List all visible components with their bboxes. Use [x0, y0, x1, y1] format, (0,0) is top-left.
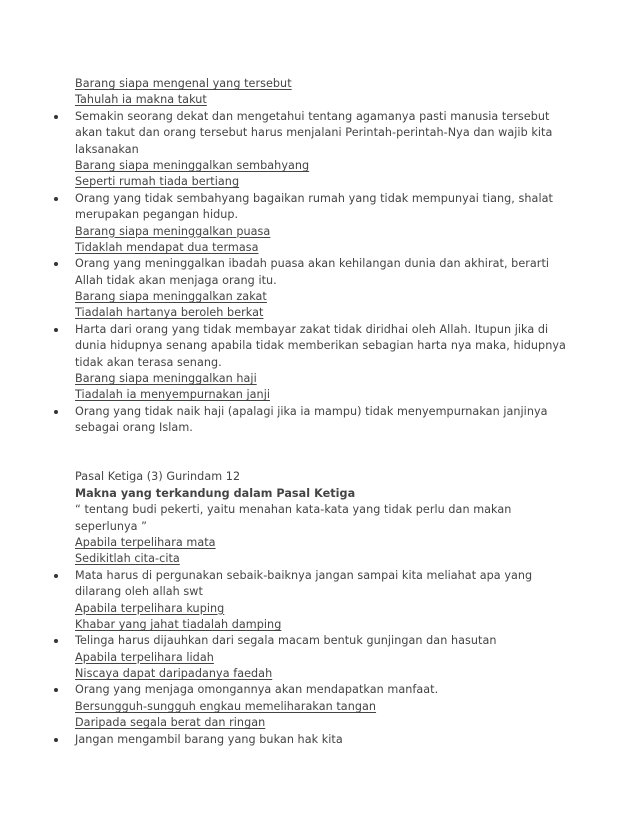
- bullet-item: [0, 682, 638, 698]
- text-line: [0, 355, 638, 371]
- bullet-icon: [54, 197, 58, 201]
- line-text: Seperti rumah tiada bertiang: [75, 175, 240, 189]
- bullet-item: [0, 404, 638, 420]
- bullet-item: [0, 732, 638, 748]
- bullet-icon: [54, 639, 58, 643]
- document-content: [0, 76, 638, 748]
- line-text: Tahulah ia makna takut: [75, 93, 207, 107]
- line-text: Tiadalah hartanya beroleh berkat: [75, 306, 264, 320]
- bullet-icon: [54, 574, 58, 578]
- line-text: Barang siapa meninggalkan sembahyang: [75, 158, 310, 172]
- bullet-icon: [54, 115, 58, 119]
- bullet-icon: [54, 738, 58, 742]
- bullet-item: [0, 256, 638, 272]
- underlined-verse-line: [0, 289, 638, 305]
- line-text: tidak akan terasa senang.: [75, 355, 222, 369]
- underlined-verse-line: [0, 666, 638, 682]
- text-line: [0, 142, 638, 158]
- underlined-verse-line: [0, 305, 638, 321]
- text-line: [0, 125, 638, 141]
- underlined-verse-line: [0, 601, 638, 617]
- line-text: Orang yang tidak naik haji (apalagi jika ia mampu) tidak menyempurnakan janjinya: [75, 404, 548, 418]
- line-text: Barang siapa mengenal yang tersebut: [75, 77, 292, 90]
- underlined-verse-line: [0, 387, 638, 403]
- line-text: Barang siapa meninggalkan haji: [75, 372, 257, 386]
- line-text: akan takut dan orang tersebut harus menjalani Perintah-perintah-Nya dan wajib kita: [75, 126, 553, 140]
- bullet-icon: [54, 688, 58, 692]
- line-text: Orang yang meninggalkan ibadah puasa akan kehilangan dunia dan akhirat, berarti: [75, 257, 550, 271]
- line-text: Makna yang terkandung dalam Pasal Ketiga: [75, 486, 356, 500]
- line-text: Allah tidak akan menjaga orang itu.: [75, 273, 277, 287]
- line-text: Pasal Ketiga (3) Gurindam 12: [75, 470, 241, 484]
- line-text: Apabila terpelihara lidah: [75, 650, 214, 664]
- line-text: Semakin seorang dekat dan mengetahui tentang agamanya pasti manusia tersebut: [75, 109, 550, 123]
- underlined-verse-line: [0, 650, 638, 666]
- underlined-verse-line: [0, 715, 638, 731]
- line-text: Barang siapa meninggalkan zakat: [75, 290, 267, 304]
- bullet-item: [0, 191, 638, 207]
- text-line: [0, 469, 638, 485]
- underlined-verse-line: [0, 551, 638, 567]
- line-text: sebagai orang Islam.: [75, 421, 193, 435]
- bullet-icon: [54, 328, 58, 332]
- underlined-verse-line: [0, 174, 638, 190]
- line-text: dilarang oleh allah swt: [75, 585, 203, 599]
- text-line: [0, 519, 638, 535]
- underlined-verse-line: [0, 158, 638, 174]
- bullet-icon: [54, 262, 58, 266]
- bullet-item: [0, 633, 638, 649]
- line-text: Mata harus di pergunakan sebaik-baiknya jangan sampai kita meliahat apa yang: [75, 568, 533, 582]
- bullet-item: [0, 568, 638, 584]
- text-line: [0, 584, 638, 600]
- bullet-item: [0, 322, 638, 338]
- line-text: Telinga harus dijauhkan dari segala macam bentuk gunjingan dan hasutan: [75, 634, 497, 648]
- line-text: Orang yang tidak sembahyang bagaikan rumah yang tidak mempunyai tiang, shalat: [75, 191, 553, 205]
- line-text: seperlunya ”: [75, 519, 148, 533]
- line-text: Tidaklah mendapat dua termasa: [75, 240, 259, 254]
- underlined-verse-line: [0, 92, 638, 108]
- underlined-verse-line: [0, 699, 638, 715]
- line-text: “ tentang budi pekerti, yaitu menahan kata-kata yang tidak perlu dan makan: [75, 503, 512, 517]
- underlined-verse-line: [0, 371, 638, 387]
- line-text: Sedikitlah cita-cita: [75, 552, 180, 566]
- line-text: laksanakan: [75, 142, 139, 156]
- line-text: Harta dari orang yang tidak membayar zakat tidak diridhai oleh Allah. Itupun jika di: [75, 322, 549, 336]
- line-text: Barang siapa meninggalkan puasa: [75, 224, 271, 238]
- text-line: [0, 502, 638, 518]
- line-text: dunia hidupnya senang apabila tidak memberikan sebagian harta nya maka, hidupnya: [75, 339, 566, 353]
- line-text: Niscaya dapat daripadanya faedah: [75, 667, 273, 681]
- section-gap: [0, 437, 638, 470]
- line-text: Daripada segala berat dan ringan: [75, 716, 266, 730]
- line-text: Tiadalah ia menyempurnakan janji: [75, 388, 271, 402]
- line-text: Khabar yang jahat tiadalah damping: [75, 617, 282, 631]
- bullet-icon: [54, 410, 58, 414]
- line-text: Apabila terpelihara mata: [75, 535, 216, 549]
- text-line: [0, 273, 638, 289]
- line-text: merupakan pegangan hidup.: [75, 208, 239, 222]
- line-text: Orang yang menjaga omongannya akan mendapatkan manfaat.: [75, 683, 439, 697]
- underlined-verse-line: [0, 535, 638, 551]
- bold-heading: [0, 486, 638, 502]
- text-line: [0, 420, 638, 436]
- line-text: Jangan mengambil barang yang bukan hak kita: [75, 732, 343, 746]
- line-text: Bersungguh-sungguh engkau memeliharakan tangan: [75, 699, 377, 713]
- text-line: [0, 338, 638, 354]
- bullet-item: [0, 109, 638, 125]
- text-line: [0, 207, 638, 223]
- underlined-verse-line: [0, 240, 638, 256]
- underlined-verse-line: [0, 617, 638, 633]
- line-text: Apabila terpelihara kuping: [75, 601, 225, 615]
- underlined-verse-line: [0, 76, 638, 92]
- underlined-verse-line: [0, 224, 638, 240]
